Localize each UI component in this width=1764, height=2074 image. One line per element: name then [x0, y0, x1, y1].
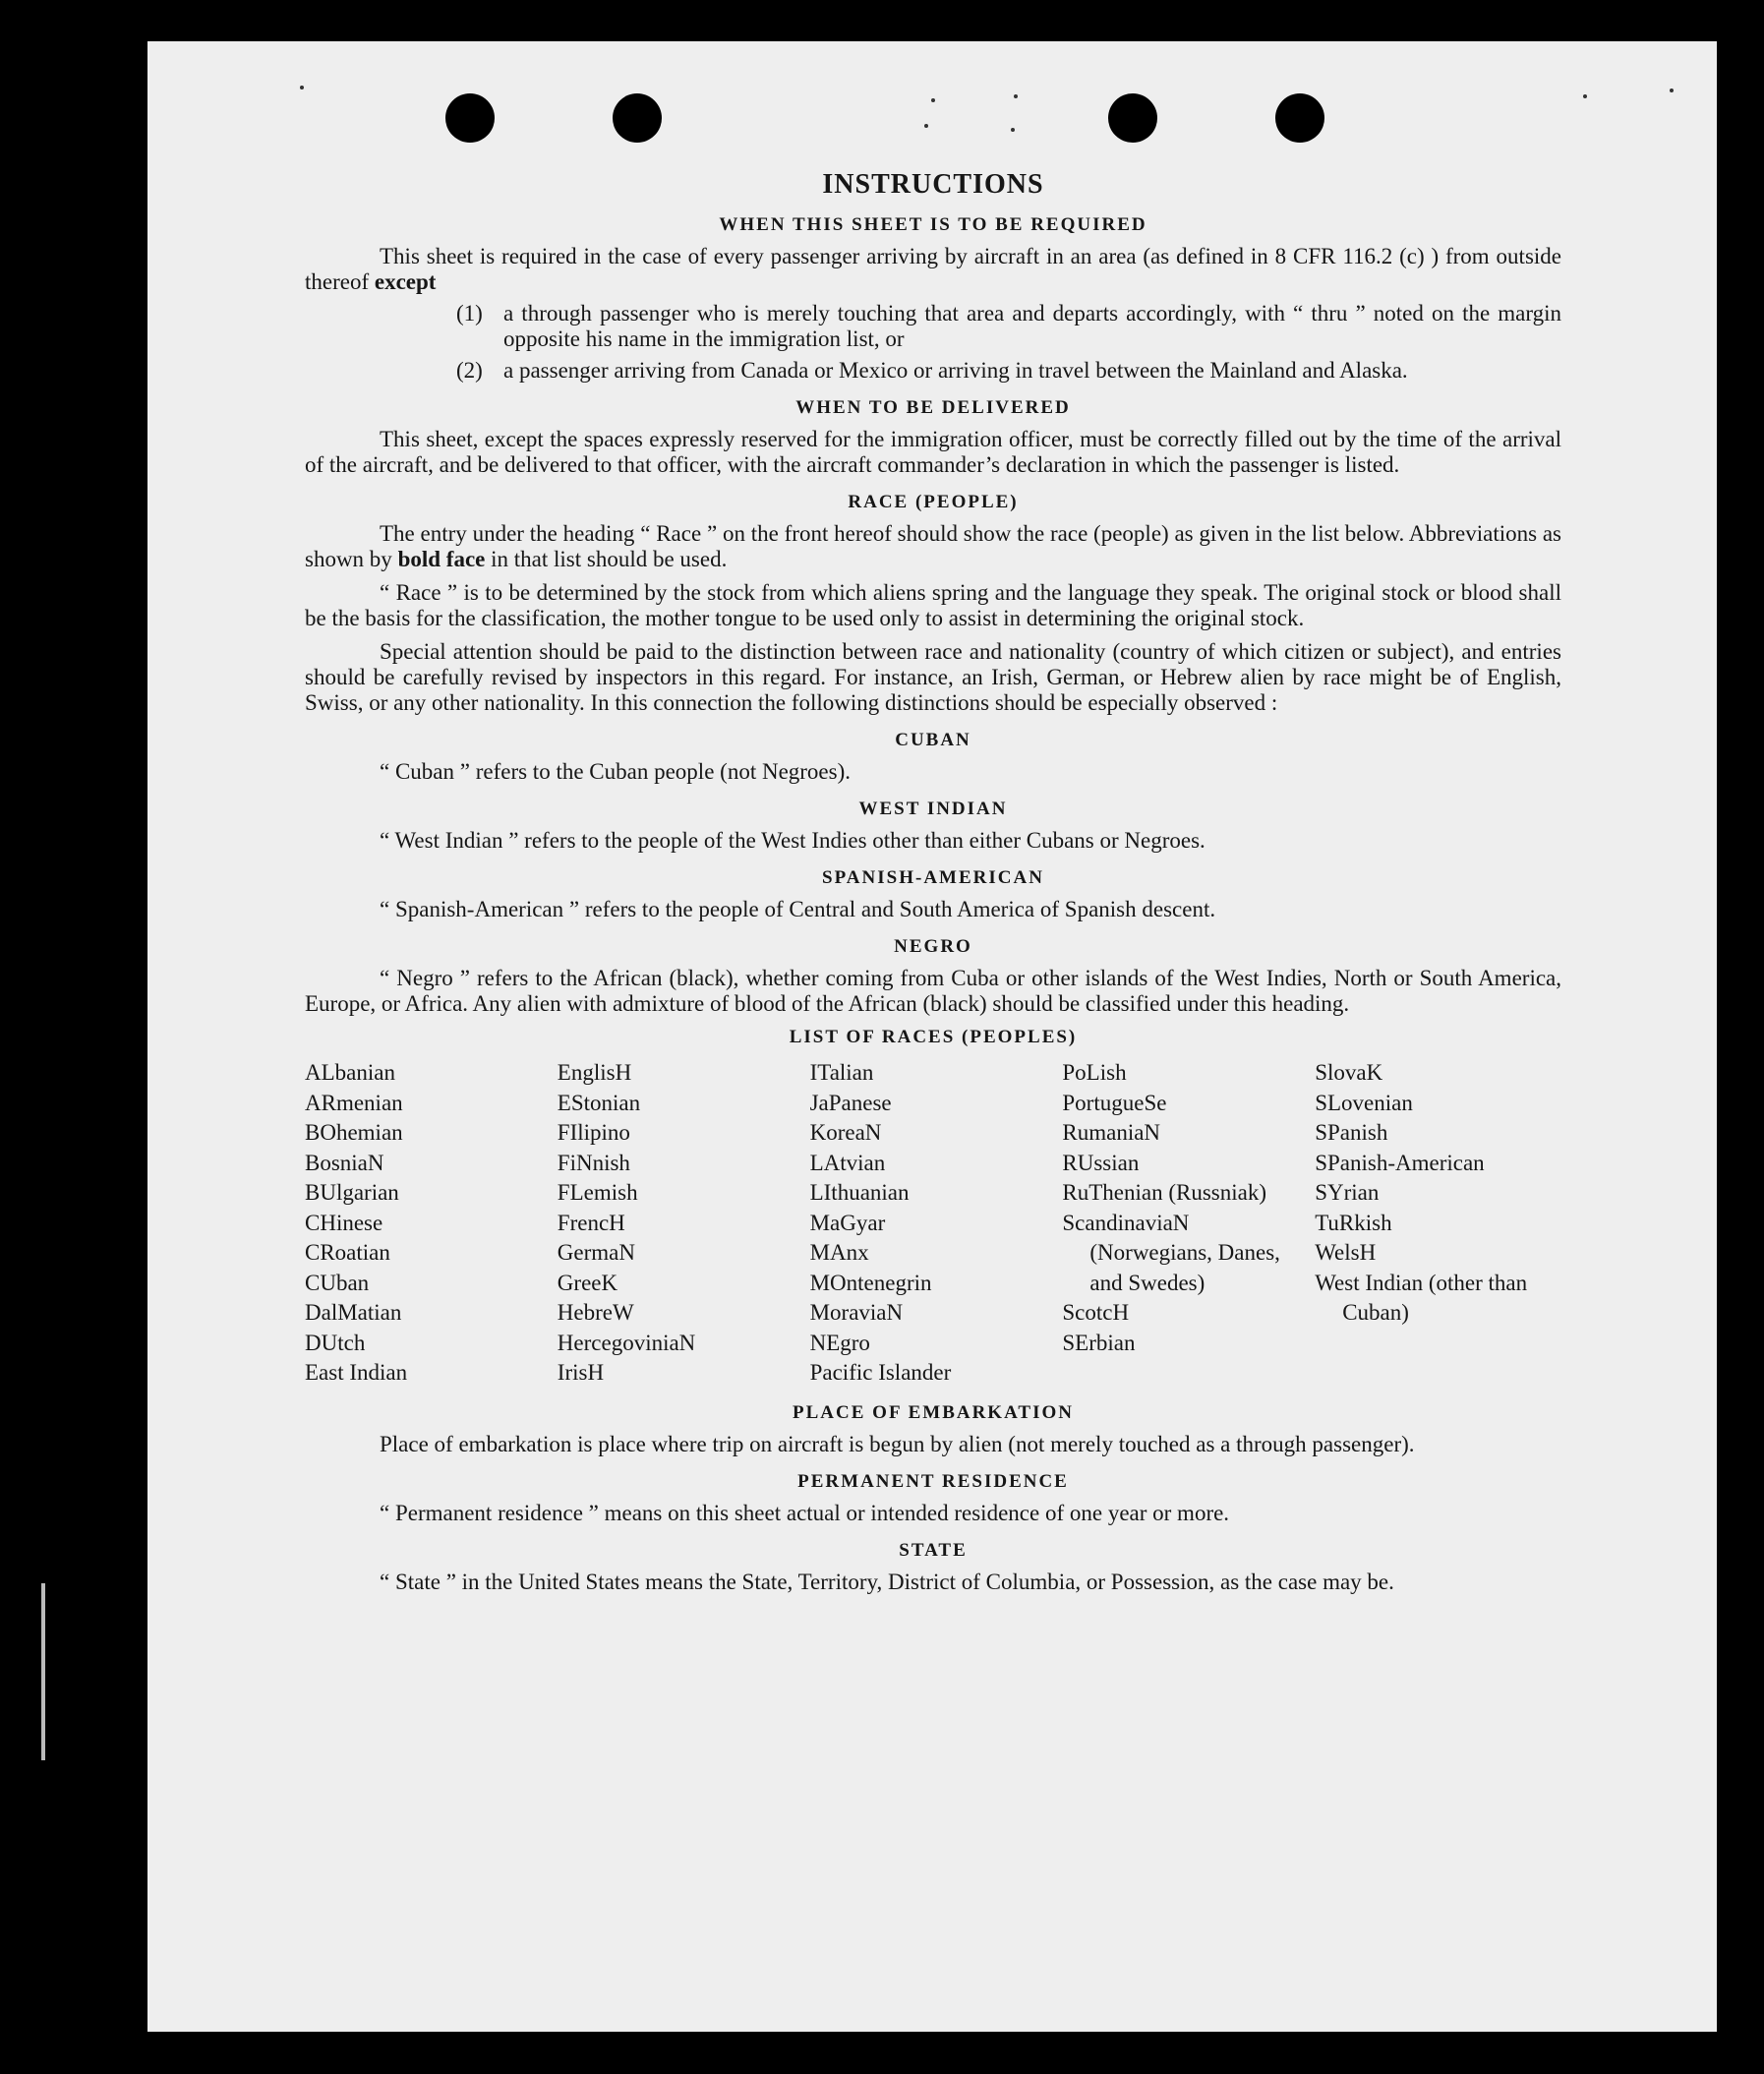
race-item: SPanish	[1315, 1120, 1388, 1145]
race-item: SYrian	[1315, 1180, 1380, 1205]
bold-text: except	[374, 269, 437, 294]
race-item: SLovenian	[1315, 1090, 1413, 1115]
race-item: GermaN	[557, 1240, 635, 1265]
race-column	[305, 1058, 552, 1389]
race-item: TuRkish	[1315, 1210, 1392, 1235]
exception-text: a passenger arriving from Canada or Mexico or arriving in travel between the Mainland and Alaska.	[503, 358, 1408, 383]
heading-permanent-residence: PERMANENT RESIDENCE	[797, 1470, 1069, 1492]
paragraph-state: “ State ” in the United States means the State, Territory, District of Columbia, or Possession, as the case may be.	[380, 1569, 1394, 1594]
race-item: RUssian	[1062, 1150, 1140, 1175]
heading-spanish-american: SPANISH-AMERICAN	[822, 867, 1044, 888]
race-item: MAnx	[809, 1240, 869, 1265]
paragraph-permanent-residence: “ Permanent residence ” means on this sheet actual or intended residence of one year or more.	[380, 1500, 1230, 1525]
paragraph-race-3: Special attention should be paid to the distinction between race and nationality (country of which citizen or subject), and entries should be carefully revised by inspectors in this regard. For instance, an Irish, German, or Hebrew alien by race might be of English, Swiss, or any other nationality. In this connection the following distinctions should be especially observed :	[305, 639, 1561, 715]
race-item: FrencH	[557, 1210, 625, 1235]
punch-hole	[1108, 93, 1157, 143]
paragraph-when-required	[305, 244, 1561, 295]
exception-number: (1)	[456, 301, 483, 326]
text: This sheet is required in the case of every passenger arriving by aircraft in an area (as defined in 8 CFR 116.2 (c) ) from outside thereof	[305, 244, 1561, 294]
heading-list-of-races: LIST OF RACES (PEOPLES)	[789, 1027, 1078, 1047]
document-body	[305, 169, 1561, 1595]
scan-edge-mark	[41, 1583, 45, 1760]
race-item: NEgro	[809, 1330, 870, 1355]
race-column	[810, 1058, 1057, 1389]
paragraph-embarkation: Place of embarkation is place where trip on aircraft is begun by alien (not merely touched as a through passenger).	[380, 1431, 1415, 1456]
exception-item-2	[456, 358, 1561, 384]
race-item: FiNnish	[557, 1150, 630, 1175]
race-item: RuThenian (Russniak)	[1062, 1180, 1266, 1205]
heading-negro: NEGRO	[894, 936, 972, 957]
race-item: HebreW	[557, 1300, 634, 1325]
race-item: EnglisH	[557, 1060, 632, 1085]
race-item: WelsH	[1315, 1240, 1377, 1265]
race-list	[305, 1058, 1561, 1389]
exception-item-1	[456, 301, 1561, 352]
heading-state: STATE	[899, 1539, 968, 1561]
race-item: SPanish-American	[1315, 1150, 1485, 1175]
bold-text: bold face	[397, 547, 486, 571]
page-title: INSTRUCTIONS	[822, 169, 1044, 200]
race-item: PortugueSe	[1062, 1090, 1167, 1115]
paragraph-negro: “ Negro ” refers to the African (black), whether coming from Cuba or other islands of the West Indies, North or South America, Europe, or Africa. Any alien with admixture of blood of the African (black) should be classified under this heading.	[305, 966, 1561, 1016]
race-item: RumaniaN	[1062, 1120, 1161, 1145]
race-item: SErbian	[1062, 1330, 1136, 1355]
race-item: LIthuanian	[809, 1180, 910, 1205]
race-item: JaPanese	[809, 1090, 892, 1115]
race-item: KoreaN	[809, 1120, 882, 1145]
race-item: EStonian	[557, 1090, 641, 1115]
race-item: West Indian (other than Cuban)	[1315, 1270, 1528, 1325]
race-item: ScandinaviaN (Norwegians, Danes, and Swedes)	[1062, 1210, 1280, 1295]
race-item: SlovaK	[1315, 1060, 1383, 1085]
race-item: BUlgarian	[305, 1180, 399, 1205]
heading-when-delivered: WHEN TO BE DELIVERED	[795, 397, 1071, 418]
race-item: BOhemian	[305, 1120, 403, 1145]
race-item: IrisH	[557, 1360, 605, 1385]
race-item: East Indian	[305, 1360, 408, 1385]
race-item: DUtch	[305, 1330, 366, 1355]
paragraph-race-1	[305, 521, 1561, 572]
paragraph-west-indian: “ West Indian ” refers to the people of the West Indies other than either Cubans or Negroes.	[380, 828, 1205, 853]
race-item: DalMatian	[305, 1300, 402, 1325]
race-item: ITalian	[809, 1060, 874, 1085]
document-sheet	[147, 41, 1717, 2032]
speck	[1583, 94, 1587, 98]
paragraph-race-2: “ Race ” is to be determined by the stock from which aliens spring and the language they speak. The original stock or blood shall be the basis for the classification, the mother tongue to be used only to assist in determining the original stock.	[305, 580, 1561, 630]
speck	[1014, 94, 1018, 98]
race-item: FIlipino	[557, 1120, 630, 1145]
race-item: CRoatian	[305, 1240, 390, 1265]
race-item: ScotcH	[1062, 1300, 1130, 1325]
heading-cuban: CUBAN	[895, 730, 971, 750]
speck	[300, 86, 304, 89]
race-item: ALbanian	[305, 1060, 395, 1085]
race-item: HercegoviniaN	[557, 1330, 696, 1355]
speck	[1670, 89, 1674, 92]
race-item: FLemish	[557, 1180, 638, 1205]
race-item: MOntenegrin	[809, 1270, 932, 1295]
race-item: LAtvian	[809, 1150, 886, 1175]
paragraph-when-delivered: This sheet, except the spaces expressly reserved for the immigration officer, must be correctly filled out by the time of the arrival of the aircraft, and be delivered to that officer, with the aircraft commander’s declaration in which the passenger is listed.	[305, 427, 1561, 477]
race-item: Pacific Islander	[809, 1360, 952, 1385]
race-item: GreeK	[557, 1270, 618, 1295]
speck	[931, 98, 935, 102]
text: in that list should be used.	[485, 547, 728, 571]
exception-number: (2)	[456, 358, 483, 383]
race-item: CHinese	[305, 1210, 383, 1235]
race-column	[1315, 1058, 1561, 1389]
heading-when-required: WHEN THIS SHEET IS TO BE REQUIRED	[719, 214, 1147, 235]
punch-hole	[613, 93, 662, 143]
paragraph-cuban: “ Cuban ” refers to the Cuban people (not Negroes).	[380, 759, 852, 784]
paragraph-spanish-american: “ Spanish-American ” refers to the people of Central and South America of Spanish descent.	[380, 897, 1216, 921]
race-column	[558, 1058, 804, 1389]
exception-text: a through passenger who is merely touching that area and departs accordingly, with “ thru ” noted on the margin opposite his name in the immigration list, or	[503, 301, 1561, 351]
race-item: MaGyar	[809, 1210, 886, 1235]
heading-race: RACE (PEOPLE)	[848, 492, 1019, 512]
race-item: CUban	[305, 1270, 370, 1295]
text: The entry under the heading “ Race ” on the front hereof should show the race (people) as given in the list below. Abbreviations as shown by	[305, 521, 1561, 571]
punch-hole	[1275, 93, 1324, 143]
speck	[924, 124, 928, 128]
speck	[1011, 128, 1015, 132]
heading-embarkation: PLACE OF EMBARKATION	[793, 1401, 1074, 1423]
punch-hole	[445, 93, 495, 143]
race-item: BosniaN	[305, 1150, 384, 1175]
race-item: PoLish	[1062, 1060, 1127, 1085]
race-item: ARmenian	[305, 1090, 403, 1115]
race-column	[1062, 1058, 1309, 1389]
heading-west-indian: WEST INDIAN	[858, 799, 1008, 819]
race-item: MoraviaN	[809, 1300, 904, 1325]
